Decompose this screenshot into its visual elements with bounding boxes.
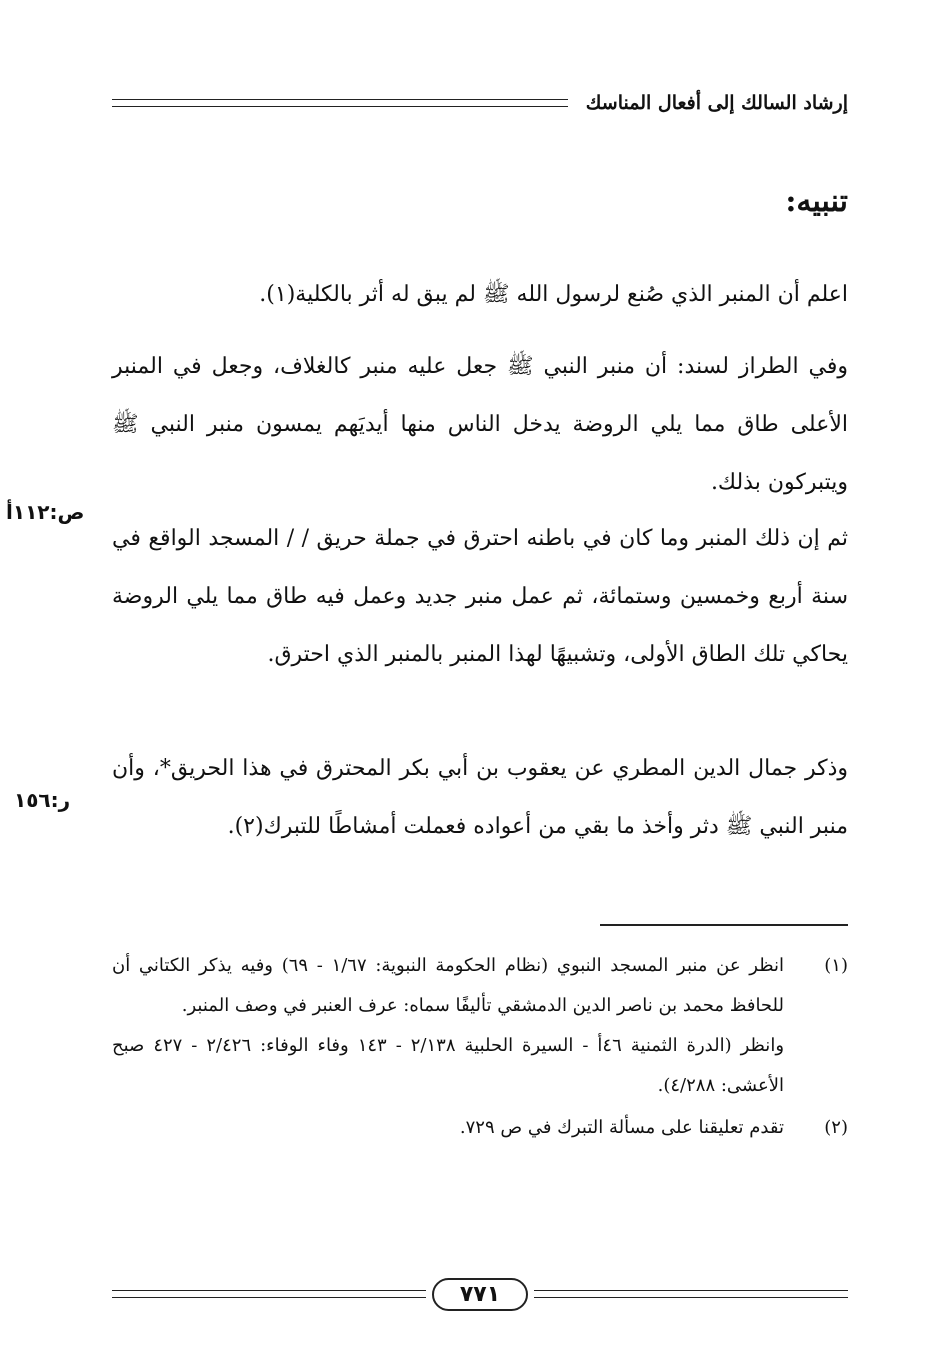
section-heading: تنبيه: xyxy=(785,184,848,219)
footnote-1-continuation: وانظر (الدرة الثمنية ٤٦أ - السيرة الحلبية ٢/١٣٨ - ١٤٣ وفاء الوفاء: ٢/٤٢٦ - ٤٢٧ صبح الأعشى: ٤/٢٨٨). xyxy=(112,1035,785,1096)
margin-note-manuscript-ref: ص:١١٢أ xyxy=(6,500,85,524)
margin-note-manuscript-ref: ر:١٥٦ xyxy=(14,788,71,812)
footnotes xyxy=(112,946,848,1148)
footnote-1 xyxy=(112,946,848,1026)
paragraph-4: وذكر جمال الدين المطري عن يعقوب بن أبي بكر المحترق في هذا الحريق*، وأن منبر النبي ﷺ دثر وأخذ ما بقي من أعواده فعملت أمشاطًا للتبرك(٢). xyxy=(112,756,848,839)
footnote-text: تقدم تعليقنا على مسألة التبرك في ص ٧٢٩. xyxy=(459,1117,784,1138)
running-title: إرشاد السالك إلى أفعال المناسك xyxy=(585,92,848,114)
footer-rule-left xyxy=(112,1290,426,1298)
header-double-rule xyxy=(112,99,568,107)
footnote-number: (٢) xyxy=(824,1117,848,1138)
paragraph-2: وفي الطراز لسند: أن منبر النبي ﷺ جعل عليه منبر كالغلاف، وجعل في المنبر الأعلى طاق مما يلي الروضة يدخل الناس منها أيديَهم يمسون منبر النبي ﷺ ويتبركون بذلك. xyxy=(112,354,848,495)
paragraph-1: اعلم أن المنبر الذي صُنع لرسول الله ﷺ لم يبق له أثر بالكلية(١). xyxy=(259,282,848,307)
footnote-text: انظر عن منبر المسجد النبوي (نظام الحكومة النبوية: ١/٦٧ - ٦٩) وفيه يذكر الكتاني أن للحافظ محمد بن ناصر الدين الدمشقي تأليفًا سماه: عرف العنبر في وصف المنبر. xyxy=(112,955,784,1016)
footer-rule-right xyxy=(534,1290,848,1298)
page-footer xyxy=(112,1274,848,1314)
paragraph-3: ثم إن ذلك المنبر وما كان في باطنه احترق في جملة حريق / / المسجد الواقع في سنة أربع وخمسين وستمائة، ثم عمل منبر جديد وعمل فيه طاق مما يلي الروضة يحاكي تلك الطاق الأولى، وتشبيهًا لهذا المنبر بالمنبر الذي احترق. xyxy=(112,526,848,667)
running-header xyxy=(112,86,848,120)
page-number: ٧٧١ xyxy=(432,1278,528,1311)
footnote-number: (١) xyxy=(824,955,848,976)
footnote-2 xyxy=(112,1108,848,1148)
footnote-separator xyxy=(600,924,848,926)
